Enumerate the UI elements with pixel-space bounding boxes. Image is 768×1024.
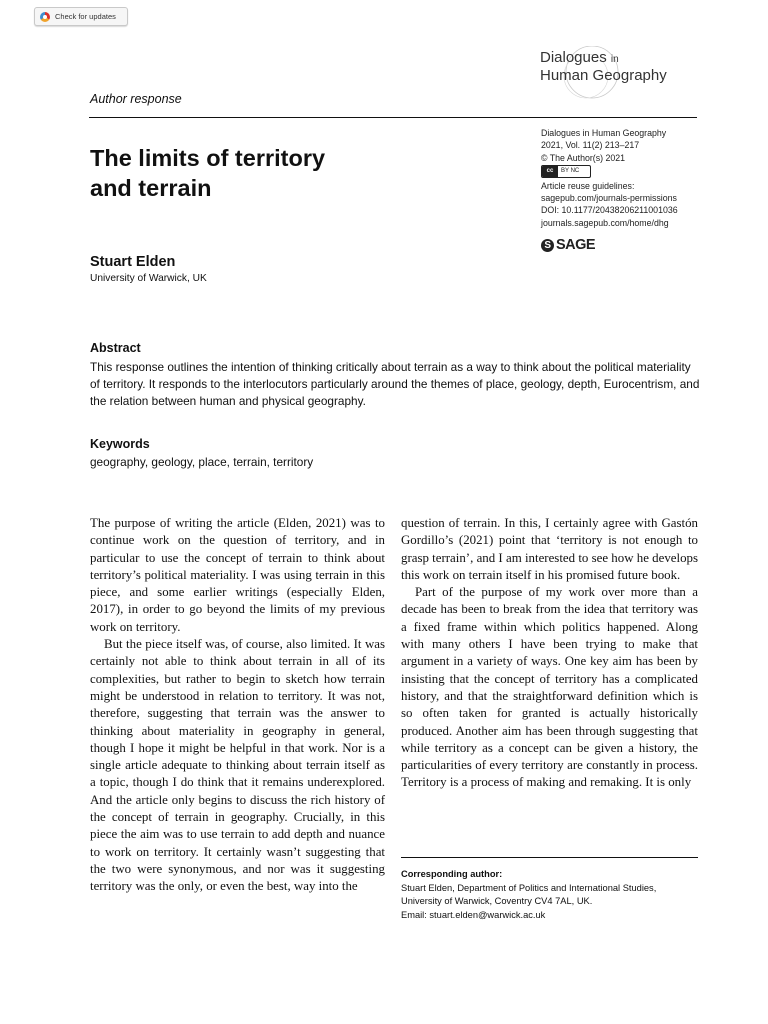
doi-link[interactable]: DOI: 10.1177/20438206211001036	[541, 205, 678, 216]
author-affiliation: University of Warwick, UK	[90, 273, 207, 284]
body-paragraph: The purpose of writing the article (Elden, 2021) was to continue work on the question of territory, and in particular to use the concept of terrain to think about territory’s political materiality. I was using terrain in this piece, and some earlier writings (especially Elden, 2017), in order to go beyond the limits of my previous work on territory.	[90, 516, 385, 634]
publisher-logo	[541, 237, 595, 253]
journal-name: Dialogues in Human Geography	[541, 128, 667, 138]
title-line-2: and terrain	[90, 175, 212, 201]
header-rule	[89, 117, 697, 118]
keywords-heading: Keywords	[90, 437, 150, 451]
copyright: © The Author(s) 2021	[541, 152, 626, 163]
publisher-name: SAGE	[556, 237, 596, 253]
sage-icon: S	[541, 239, 554, 252]
journal-logo	[540, 46, 690, 102]
publication-metadata	[541, 127, 731, 229]
body-paragraph: But the piece itself was, of course, also limited. It was certainly not able to think about terrain in all of its complexities, but rather to begin to sketch how terrain might be understood in relation to territory. It was not, therefore, suggesting that terrain was the answer to thinking about materiality in geography in general, though I hope it might be helpful in that work. Nor is a single article adequate to thinking about terrain itself as a topic, though I do think that it remains underexplored. And the article only begins to discuss the rich history of the concept of terrain in geography. Crucially, in this piece the aim was to use terrain to add depth and nuance to work on territory. It certainly wasn’t suggesting that the two were synonymous, and nor was it suggesting territory was the only, or even the best, way into the	[90, 637, 385, 894]
corresponding-email[interactable]: Email: stuart.elden@warwick.ac.uk	[401, 909, 546, 920]
footnote-rule	[401, 857, 698, 858]
crossmark-icon	[40, 12, 50, 22]
body-column-right	[401, 515, 698, 792]
corresponding-heading: Corresponding author:	[401, 869, 503, 879]
title-line-1: The limits of territory	[90, 145, 326, 171]
cc-badge-left: cc	[542, 166, 558, 177]
creative-commons-icon[interactable]	[541, 165, 591, 178]
volume-info: 2021, Vol. 11(2) 213–217	[541, 140, 640, 151]
section-label: Author response	[90, 92, 182, 106]
reuse-label: Article reuse guidelines:	[541, 180, 635, 191]
reuse-link[interactable]: sagepub.com/journals-permissions	[541, 193, 677, 204]
logo-word-in: in	[610, 54, 619, 65]
body-paragraph: question of terrain. In this, I certainly agree with Gastón Gordillo’s (2021) point that ‘territory is not enough to grasp terrain’, and I am interested to see how he develops this work on terrain itself in his promised future book.	[401, 516, 698, 582]
abstract-heading: Abstract	[90, 341, 141, 355]
corresponding-line: University of Warwick, Coventry CV4 7AL, UK.	[401, 896, 593, 906]
check-for-updates-button[interactable]	[34, 7, 128, 26]
logo-word-human-geography: Human Geography	[540, 67, 667, 84]
keywords-text: geography, geology, place, terrain, territory	[90, 455, 314, 469]
check-for-updates-label: Check for updates	[55, 12, 116, 21]
abstract-text: This response outlines the intention of thinking critically about terrain as a way to think about the political materiality of territory. It responds to the interlocutors particularly around the themes of place, geology, depth, Eurocentrism, and the relation between human and physical geography.	[90, 360, 700, 409]
logo-word-dialogues: Dialogues	[540, 49, 607, 66]
body-column-left	[90, 515, 385, 896]
corresponding-author	[401, 868, 701, 922]
article-title	[90, 143, 390, 203]
journal-url-link[interactable]: journals.sagepub.com/home/dhg	[541, 217, 669, 228]
body-paragraph: Part of the purpose of my work over more than a decade has been to break from the idea that territory was a fixed frame within which politics happened. Along with many others I have been trying to make that argument in a variety of ways. One key aim has been by insisting that the concept of territory has a complicated history, and that the straightforward definition which is so often taken for granted is actually historically produced. Another aim has been through suggesting that while territory as a concept can be given a history, the particularities of every territory are constantly in process. Territory is a process of making and remaking. It is only	[401, 585, 698, 790]
author-name: Stuart Elden	[90, 254, 176, 270]
cc-badge-right: BY NC	[561, 168, 580, 175]
corresponding-line: Stuart Elden, Department of Politics and International Studies,	[401, 882, 657, 893]
